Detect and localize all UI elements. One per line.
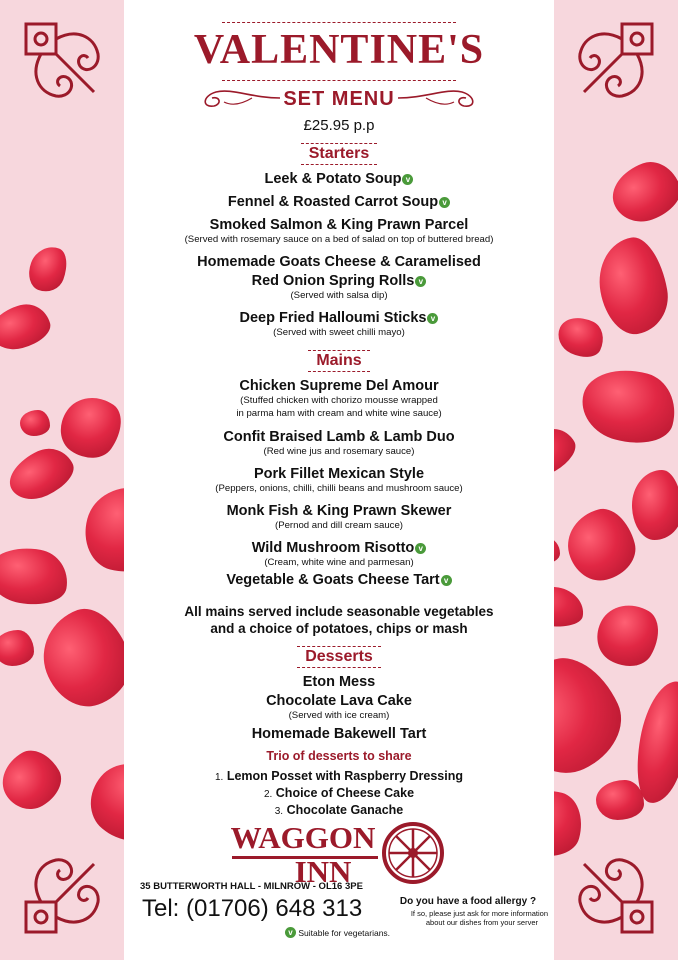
item-note: (Peppers, onions, chilli, chilli beans and mushroom sauce) [215,483,463,494]
item-note: (Stuffed chicken with chorizo mousse wrapped [240,395,438,406]
item-note: (Cream, white wine and parmesan) [264,557,414,568]
item-note: (Pernod and dill cream sauce) [275,520,403,531]
section-heading-mains: Mains [308,350,369,372]
vegetarian-icon: v [402,174,413,185]
vegetarian-icon: v [439,197,450,208]
rose-petal [0,741,70,818]
divider [222,80,456,81]
price: £25.95 p.p [303,117,375,134]
page-title: VALENTINE'S [193,27,485,73]
menu-item: Chicken Supreme Del Amour [239,378,439,394]
menu-panel [124,0,554,960]
logo [228,820,488,889]
allergy-title: Do you have a food allergy ? [399,896,537,907]
section-heading-desserts: Desserts [297,646,381,668]
item-note: (Served with sweet chilli mayo) [273,327,405,338]
rose-petal [2,440,80,508]
menu-item: Vegetable & Goats Cheese Tart v [124,571,554,589]
logo-text: WAGGON [230,820,376,855]
menu-item: Confit Braised Lamb & Lamb Duo [223,429,455,445]
title-block [124,26,554,74]
ornament-icon [20,850,108,938]
rose-petal [0,541,72,610]
menu-item: Red Onion Spring Rolls v [124,272,554,290]
menu-item: Smoked Salmon & King Prawn Parcel [209,217,469,233]
trio-item: 1. Lemon Posset with Raspberry Dressing [214,769,463,783]
vegetarian-legend: v Suitable for vegetarians. [284,927,484,938]
wagon-wheel-icon [380,820,446,886]
logo-text: INN [294,854,352,889]
rose-petal [0,630,34,666]
allergy-info: If so, please just ask for more information [410,909,548,918]
menu-item: Eton Mess [302,674,376,690]
rose-petal [552,310,610,364]
item-note: (Red wine jus and rosemary sauce) [263,446,415,457]
rose-petal [0,299,54,355]
rose-petal [560,503,642,588]
vegetarian-icon: v [415,276,426,287]
divider [222,22,456,23]
rose-petal [20,410,50,436]
trio-item: 3. Chocolate Ganache [274,803,404,817]
item-note: (Served with salsa dip) [290,290,388,301]
flourish-right-icon [396,84,486,110]
vegetarian-icon: v [285,927,296,938]
rose-petal [632,470,678,540]
menu-item: Pork Fillet Mexican Style [253,466,425,482]
vegetarian-icon: v [427,313,438,324]
menu-item: Leek & Potato Soup v [124,170,554,188]
item-note: (Served with rosemary sauce on a bed of salad on top of buttered bread) [184,234,494,245]
allergy-info: about our dishes from your server [425,918,538,927]
phone-number: Tel: (01706) 648 313 [142,895,363,922]
address: 35 BUTTERWORTH HALL - MILNROW - OL16 3PE [140,881,363,892]
mains-footnote: All mains served include seasonable vegetables [184,604,494,619]
menu-item: Homemade Bakewell Tart [251,726,427,742]
menu-item: Monk Fish & King Prawn Skewer [226,503,452,519]
item-note: (Served with ice cream) [288,710,390,721]
mains-footnote: and a choice of potatoes, chips or mash [210,621,468,636]
rose-petal [592,233,674,339]
trio-heading: Trio of desserts to share [266,749,412,763]
menu-item: Wild Mushroom Risotto v [124,539,554,557]
item-note: in parma ham with cream and white wine sauce) [236,408,442,419]
menu-item: Fennel & Roasted Carrot Soup v [124,193,554,211]
vegetarian-icon: v [441,575,452,586]
menu-item: Homemade Goats Cheese & Caramelised [197,254,481,270]
rose-petal [23,241,73,297]
ornament-icon [570,18,658,106]
rose-petal [596,780,644,820]
ornament-icon [20,18,108,106]
section-heading-starters: Starters [301,143,377,165]
set-menu-subtitle: SET MENU [283,88,395,110]
menu-item: Chocolate Lava Cake [266,693,412,709]
ornament-icon [570,850,658,938]
rose-petal [604,154,678,230]
trio-item: 2. Choice of Cheese Cake [263,786,415,800]
menu-item: Deep Fried Halloumi Sticks v [124,309,554,327]
rose-petal [587,593,670,677]
vegetarian-icon: v [415,543,426,554]
rose-petal [574,359,678,453]
